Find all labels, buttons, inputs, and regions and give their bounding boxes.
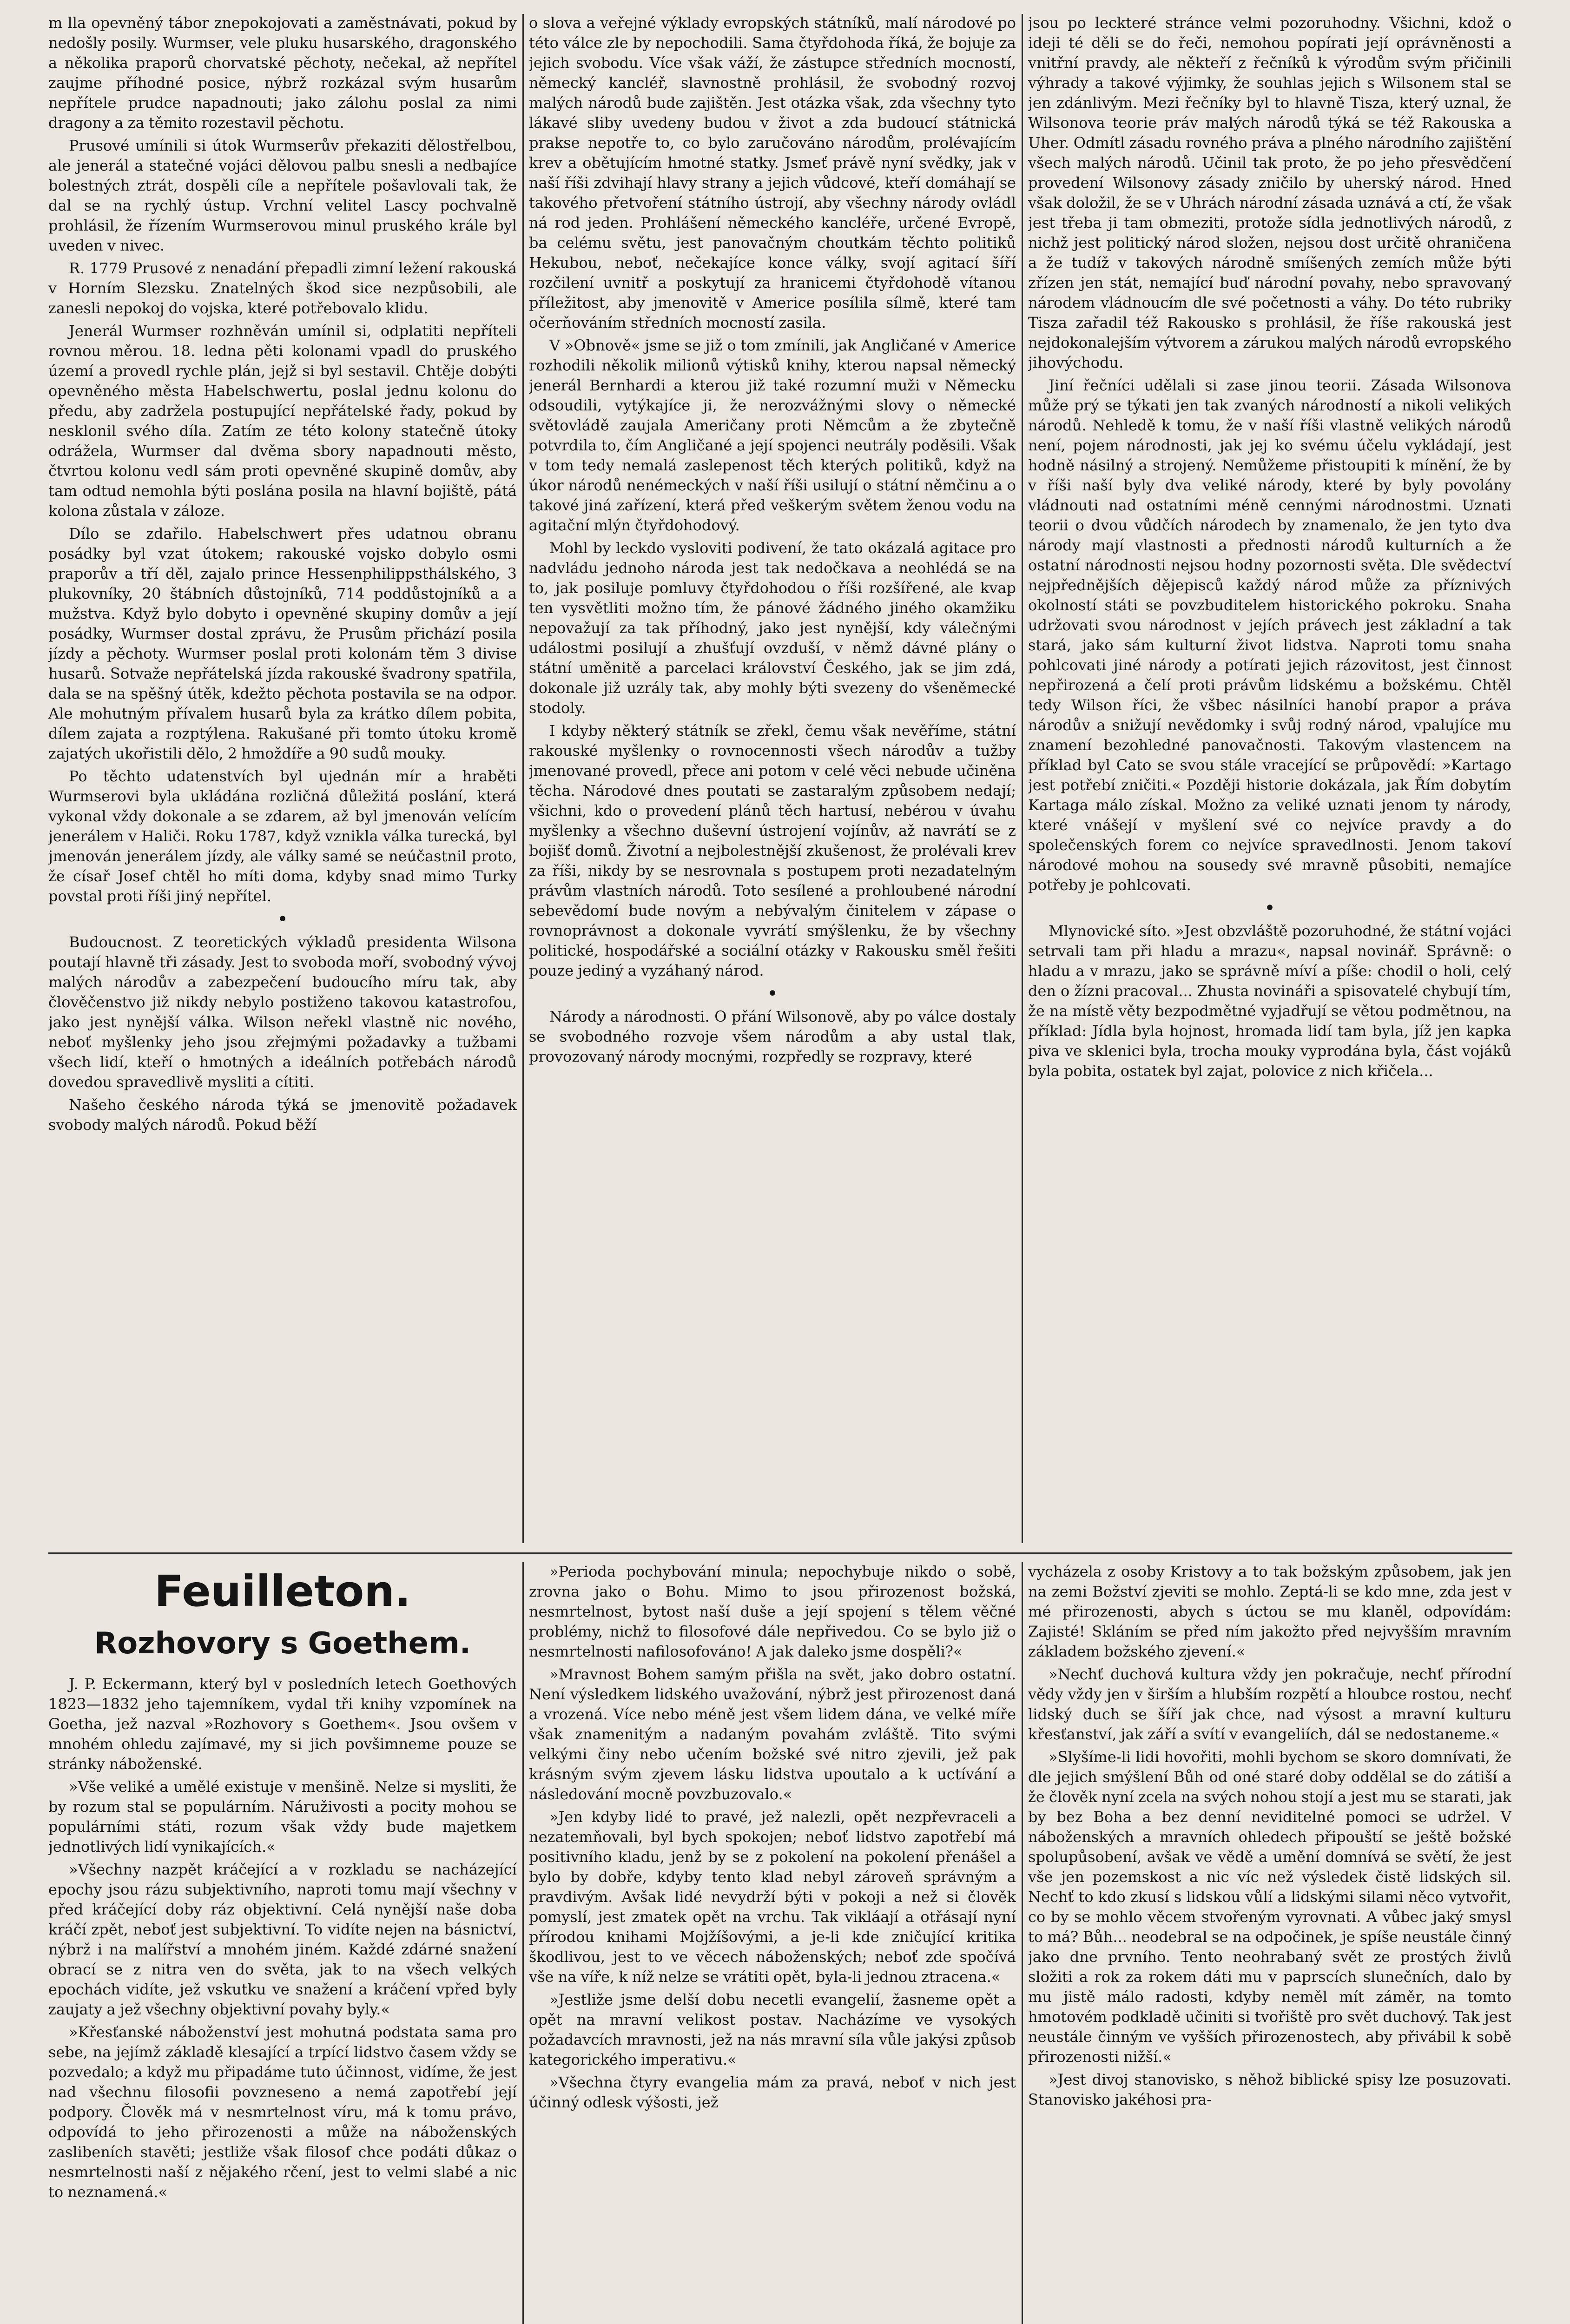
- column-divider: [522, 14, 524, 1543]
- paragraph: Jiní řečníci udělali si zase jinou teorii. Zásada Wilsonova může prý se týkati jen tak zvaných národností a nikoli velikých národů. Nehledě k tomu, že v naší říši vlastně velikých národů není, pojem národnosti, jak jej ko svému účelu vykládají, jest hodně násilný a strojený. Nemůžeme přistoupiti k mínění, že by v říši naší byly dva veliké národy, které by byly povolány vládnouti nad ostatními méně cennými národnostmi. Uznati teorii o dvou vůdčích národech by znamenalo, že jen tyto dva národy mají vlastnosti a přednosti národů kulturních a že ostatní národnosti nejsou hodny pozornosti světa. Dle svědectví nejpřednějších dějepisců každý národ může za příznivých okolností státi se povzbuditelem historického pokroku. Snaha udržovati svou národnost v jejích právech jest základní a tak stará, jako sám kulturní život lidstva. Naproti tomu snaha pohlcovati jiné národy a potírati jejich rázovitost, jest činnost nepřirozená a čelí proti právům lidskému a božskému. Chtěl tedy Wilson říci, že všbec násilníci hanobí prapor a práva národův a snižují nevědomky i svůj rodný národ, vpalujíce mu znamení bezohledné panovačnosti. Takovým vlastencem na příklad byl Cato se svou stále vracející se průpovědí: »Kartago jest potřebí zničiti.« Později historie dokázala, jak Řím dobytím Kartaga málo získal. Možno za veliké uznati jenom ty národy, které vnášejí v myšlení své co nejvíce pravdy a do společenských forem co nejvíce spravedlnosti. Jenom takoví národové mohou na sousedy své mravně působiti, nemajíce potřeby je pohlcovati.: [1028, 376, 1511, 894]
- paragraph: Po těchto udatenstvích byl ujednán mír a hraběti Wurmserovi byla ukládána rozličná důležitá poslání, která vykonal vždy dokonale a se zdarem, až byl jmenován velícím jenerálem v Haliči. Roku 1787, když vznikla válka turecká, byl jmenován jenerálem jízdy, ale války samé se neúčastnil proto, že císař Josef chtěl ho míti doma, kdyby snad mimo Turky povstal proti říši jiný nepřítel.: [48, 767, 517, 905]
- section-separator: •: [1264, 898, 1275, 919]
- upper-column-2: [529, 13, 1016, 1547]
- column-divider: [522, 1562, 524, 2324]
- paragraph: Prusové umínili si útok Wurmserův překaziti dělostřelbou, ale jenerál a statečné vojáci dělovou palbu snesli a nedbajíce bolestných ztrát, dospěli cíle a nepřítele pošavlovali tak, že dal se na rychlý ústup. Vrchní velitel Lascy pochvalně prohlásil, že řízením Wurmserovou minul pruského krále byl uveden v nivec.: [48, 137, 517, 254]
- paragraph: R. 1779 Prusové z nenadání přepadli zimní ležení rakouská v Horním Slezsku. Znatelných škod sice nezpůsobili, ale zanesli nepokoj do vojska, které potřebovalo klidu.: [48, 259, 517, 317]
- paragraph: »Perioda pochybování minula; nepochybuje nikdo o sobě, zrovna jako o Bohu. Mimo to jsou přirozenost božská, nesmrtelnost, bytost naší duše a její spojení s tělem věčné problémy, nichž to filosofové dále nepřivedou. Co se bylo již o nesmrtelnosti nafilosofováno! A jak daleko jsme dospěli?«: [529, 1563, 1016, 1660]
- column-divider: [1022, 14, 1023, 1543]
- paragraph: »Jestliže jsme delší dobu necetli evangelií, žasneme opět a opět na mravní velikost postav. Nacházíme ve vysokých požadavcích mravnosti, jež na nás mravní síla vůle jakýsi způsob kategorického imperativu.«: [529, 1991, 1016, 2068]
- paragraph: »Všechny nazpět kráčející a v rozkladu se nacházející epochy jsou rázu subjektivního, naproti tomu mají všechny v před kráčející doby ráz objektivní. Celá nynější naše doba kráčí zpět, neboť jest subjektivní. To vidíte nejen na básnictví, nýbrž i na malířství a mnohém jiném. Každé zdárné snažení obrací se z nitra ven do světa, jak to na všech velkých epochách vidíte, jež vskutku ve snažení a kráčení vpřed byly zaujaty a jež všechny objektivní povahy byly.«: [48, 1861, 517, 2018]
- paragraph: Dílo se zdařilo. Habelschwert přes udatnou obranu posádky byl vzat útokem; rakouské vojsko dobylo osmi praporův a tří děl, zajalo prince Hessenphilippsthálského, 3 plukovníky, 20 štábních důstojníků, 714 poddůstojníků a a mužstva. Když bylo dobyto i opevněné skupiny domův a její posádky, Wurmser dostal zprávu, že Prusům přichází posila jízdy a pěchoty. Wurmser poslal proti kolonám těm 3 divise husarů. Sotvaže nepřátelská jízda rakouské švadrony spatřila, dala se na spěšný útěk, kdežto pěchota postavila se na odpor. Ale mohutným přívalem husarů byla za krátko dílem pobita, dílem zajata a rozptýlena. Rakušané při tomto útoku kromě zajatých ukořistili dělo, 2 hmoždíře a 90 sudů mouky.: [48, 525, 517, 762]
- feuilleton-column-1: [48, 1562, 517, 2324]
- feuilleton-column-2: [529, 1562, 1016, 2324]
- paragraph: »Křesťanské náboženství jest mohutná podstata sama pro sebe, na jejímž základě klesající a trpící lidstvo časem vždy se pozvedalo; a když mu připadáme tuto účinnost, vidíme, že jest nad všechnu filosofii povzneseno a nemá zapotřebí její podpory. Člověk má v nesmrtelnost víru, má k tomu právo, odpovídá to jeho přirozenosti a může na náboženských zaslibeních stavěti; jestliže však filosof chce podáti důkaz o nesmrtelnosti naší z nějakého rčení, jest to velmi slabé a nic to neznamená.«: [48, 2023, 517, 2201]
- upper-column-1: [48, 13, 517, 1547]
- paragraph: »Mravnost Bohem samým přišla na svět, jako dobro ostatní. Není výsledkem lidského uvažování, nýbrž jest přirozenost daná a vrozená. Více nebo méně jest všem lidem dána, ve velké míře však znamenitým a nadaným povahám zvláště. Tito svými velkými činy nebo učením božské své nitro zjevili, jež pak krásným svým zjevem lásku lidstva upoutalo a k uctívání a následování mocně povzbuzovalo.«: [529, 1665, 1016, 1803]
- feuilleton-column-3: [1028, 1562, 1511, 2324]
- paragraph: Našeho českého národa týká se jmenovitě požadavek svobody malých národů. Pokud běží: [48, 1096, 517, 1134]
- paragraph: J. P. Eckermann, který byl v posledních letech Goethových 1823—1832 jeho tajemníkem, vydal tři knihy vzpomínek na Goetha, jež nazval »Rozhovory s Goethem«. Jsou ovšem v mnohém ohledu zajímavé, my si jich povšimneme pouze se stránky náboženské.: [48, 1675, 517, 1773]
- paragraph: »Všechna čtyry evangelia mám za pravá, neboť v nich jest účinný odlesk výšosti, jež: [529, 2073, 1016, 2111]
- paragraph-narody: Národy a národnosti. O přání Wilsonově, aby po válce dostaly se svobodného rozvoje všem národům a aby ustal tlak, provozovaný národy mocnými, rozpředly se rozpravy, které: [529, 1008, 1016, 1065]
- paragraph: vycházela z osoby Kristovy a to tak božským způsobem, jak jen na zemi Božství zjeviti se mohlo. Zeptá-li se kdo mne, zda jest v mé přirozenosti, abych s úctou se mu klaněl, odpovídám: Zajisté! Skláním se před ním jakožto před nejvyšším mravním základem božského zjevení.«: [1028, 1563, 1511, 1660]
- paragraph: »Nechť duchová kultura vždy jen pokračuje, nechť přírodní vědy vždy jen v širším a hlubším rozpětí a hloubce rostou, nechť lidský duch se šíří jak chce, nad výsost a mravní kulturu křesťanství, jak září a svítí v evangeliích, dál se nedostaneme.«: [1028, 1665, 1511, 1743]
- paragraph: V »Obnově« jsme se již o tom zmínili, jak Angličané v Americe rozhodili několik milionů výtisků knihy, kterou napsal německý jenerál Bernhardi a kterou již také rozumní muži v Německu odsoudili, vytýkajíce ji, že nerozvážnými slovy o německé světovládě zaujala Američany proti Němcům a že zbytečně potvrdila to, čím Angličané a její spojenci neutrály poděsili. Však v tom tedy nemalá zaslepenost těch kterých politiků, když na úkor národů nenémeckých v naší říši usilují o státní němčinu a o takové jiná zařízení, která před veškerým světem ženou vodu na agitační mlýn čtyřdohodový.: [529, 337, 1016, 534]
- column-divider: [1022, 1562, 1023, 2324]
- paragraph: Mohl by leckdo vysloviti podivení, že tato okázalá agitace pro nadvládu jednoho národa jest tak nedočkava a neohlédá se na to, jak posiluje pomluvy čtyřdohodou o říši rozšířené, ale kvap ten vysvětliti možno tím, že pánové žádného jiného okamžiku nepovažují za tak příhodný, jako jest nynější, kdy válečnými událostmi posilují a zhušťují ovzduší, v němž dávné plány o státní uměnitě a parcelaci království Českého, jak se jim zdá, dokonale již uzrály tak, aby mohly býti svezeny do všeněmecké stodoly.: [529, 539, 1016, 717]
- feuilleton-subtitle: Rozhovory s Goethem.: [94, 1626, 471, 1661]
- paragraph: I kdyby některý státník se zřekl, čemu však nevěříme, státní rakouské myšlenky o rovnocennosti všech národův a tužby jmenované provedl, přece ani potom v celé věci nebude učiněna těcha. Národové dnes poutati se zastaralým způsobem nedají; všichni, kdo o provedení plánů těch hartusí, nebérou v úvahu myšlenky a všechno duševní ústrojení vojínův, až navrátí se z bojišť domů. Životní a nejbolestnější zkušenost, že prolévali krev za říši, nikdy by se nesrovnala s postupem proti nezadatelným právům vlastních národů. Toto sesílené a prohloubené národní sebevědomí bude novým a nebývalým činitelem v zápase o rovnoprávnost a dokonale vyvrátí smýšlenku, že by všechny politické, hospodářské a sociální otázky v Rakousku směl řešiti pouze jediný a vyzáhaný národ.: [529, 722, 1016, 979]
- paragraph: m lla opevněný tábor znepokojovati a zaměstnávati, pokud by nedošly posily. Wurmser, vele pluku husarského, dragonského a několika praporů chorvatské pěchoty, nečekal, až nepřítel zaujme příhodné posice, nýbrž rozkázal svým husarům nepřítele prudce napadnouti; jako zálohu poslal za nimi dragony a za těmito rozestavil pěchotu.: [48, 14, 517, 132]
- paragraph: »Jen kdyby lidé to pravé, jež nalezli, opět nezpřevraceli a nezatemňovali, byl bych spokojen; neboť lidstvo zapotřebí má positivního kladu, jenž by se z pokolení na pokolení přenášel a bylo by dobře, kdyby tento klad nebyl zároveň správným a pravdivým. Avšak lidé nevydrží býti v pokoji a než si člověk pomyslí, jest zmatek opět na vrchu. Tak vikláají a otřásají nyní přírodou knihami Mojžíšovými, a je-li kde zničující kritika škodlivou, jest to ve věcech náboženských; neboť zde spočívá vše na víře, k níž nelze se vrátiti opět, byla-li jednou ztracena.«: [529, 1808, 1016, 1986]
- paragraph-mlynovicke-sito: Mlynovické síto. »Jest obzvláště pozoruhodné, že státní vojáci setrvali tam při hladu a mrazu«, napsal novinář. Správně: o hladu a v mrazu, jako se správně míví a píše: chodil o holi, celý den o žízni pracoval... Zhusta novináři a spisovatelé chybují tím, že na místě věty bezpodmětné vyjadřují se větou podmětnou, na příklad: Jídla byla hojnost, hromada lidí tam byla, jíž jen kapka piva ve sklenici byla, trocha mouky vyprodána byla, část vojáků byla pobita, ostatek byl zajat, polovice z nich křičela...: [1028, 922, 1511, 1080]
- paragraph-budoucnost: Budoucnost. Z teoretických výkladů presidenta Wilsona poutají hlavně tři zásady. Jest to svoboda moří, svobodný vývoj malých národův a zabezpečení budoucího míru tak, aby člověčenstvo již nikdy nebylo postiženo takovou katastrofou, jako jest nynější válka. Wilson neřekl vlastně nic nového, neboť myšlenky jeho jsou zřejmými požadavky a tužbami všech lidí, kteří o hmotných a ideálních potřebách národů dovedou spravedlivě mysliti a cítiti.: [48, 933, 517, 1091]
- section-separator: •: [767, 983, 778, 1004]
- paragraph: jsou po leckteré stránce velmi pozoruhodny. Všichni, kdož o ideji té děli se do řeči, nemohou popírati její oprávněnosti a vnitřní pravdy, ale někteří z řečníků k výrodům svým přičinili výhrady a takové výjimky, že souhlas jejich s Wilsonem stal se jen zdánlivým. Mezi řečníky byl to hlavně Tisza, který uznal, že Wilsonova teorie práv malých národů týká se též Rakouska a Uher. Odmítl zásadu rovného práva a plného národního zajištění všech malých národů. Učinil tak proto, že po jeho přesvědčení provedení Wilsonovy zásady zničilo by uherský národ. Hned však doložil, že se v Uhrách národní zásada uznává a ctí, že však jest třeba ji tam obmeziti, protože sídla jednotlivých národů, z nichž jest politický národ složen, nejsou dost určitě ohraničena a že tudíž v takových národně smíšených zemích může býti zřízen jen stát, nemající buď národní povahy, nebo spravovaný národem vládnoucím dle své početnosti a váhy. Do této rubriky Tisza zařadil též Rakousko s prohlásil, že říše rakouská jest nejdokonalejším výtvorem a zárukou malých národů evropského jihovýchodu.: [1028, 14, 1511, 371]
- paragraph: Jenerál Wurmser rozhněván umínil si, odplatiti nepříteli rovnou měrou. 18. ledna pěti kolonami vpadl do pruského území a provedl rychle plán, jejž si byl sestavil. Chtěje dobýti opevněného města Habelschwertu, poslal jednu kolonu do předu, aby zadržela postupující nepřátelské řady, pokud by nesklonil svého díla. Zatím ze této kolony statečně útoky odrážela, Wurmser dal dvěma sbory napadnouti město, čtvrtou kolonu vedl sám proti opevněné skupině domův, aby tam odtud nemohla býti poslána posila na hlavní bojiště, pátá kolona zůstala v záloze.: [48, 322, 517, 520]
- paragraph: »Vše veliké a umělé existuje v menšině. Nelze si mysliti, že by rozum stal se populárním. Náruživosti a pocity mohou se populárními státi, rozum však vždy bude majetkem jednotlivých lidí vynikajících.«: [48, 1778, 517, 1855]
- paragraph: o slova a veřejné výklady evropských státníků, malí národové po této válce zle by nepochodili. Sama čtyřdohoda říká, že bojuje za jejich svobodu. Více však váží, že zástupce středních mocností, německý kancléř, slavnostně prohlásil, že svobodný rozvoj malých národů bude zajištěn. Jest otázka však, zda všechny tyto lákavé sliby uvedeny budou v život a zda budoucí státnická prakse nepotře to, co bylo zaručováno národům, prolévajícím krev a obětujícím hmotné statky. Jsmeť právě nyní svědky, jak v naší říši zdvihají hlavy strany a jejich vůdcové, kteří domáhají se takového přetvoření státního ústrojí, aby všechny národy ovládl ná rod jeden. Prohlášení německého kancléře, určené Evropě, ba celému světu, jest panovačným choutkám těchto politiků Hekubou, neboť, nečekajíce konce války, svojí agitací šíří rozčilení uvnitř a poskytují za hranicemi čtyřdohodě vítanou příležitost, aby jmenovitě v Americe posílila sílmě, které tam očerňováním středních mocností zasila.: [529, 14, 1016, 331]
- feuilleton-title: Feuilleton.: [154, 1566, 411, 1616]
- paragraph: »Jest divoj stanovisko, s něhož biblické spisy lze posuzovati. Stanovisko jakéhosi pra-: [1028, 2071, 1511, 2108]
- section-separator: •: [277, 909, 288, 930]
- paragraph: »Slyšíme-li lidi hovořiti, mohli bychom se skoro domnívati, že dle jejich smýšlení Bůh od oné staré doby oddělal se do zátiší a že člověk nyní zcela na svých nohou stojí a jest mu se starati, jak by bez Boha a bez denní neviditelné pomoci se udržel. V náboženských a mravních ohledech připouští se ještě božské spolupůsobení, avšak ve vědě a umění domnívá se světí, že jest vše jen pozemskost a nic víc než výsledek čistě lidských sil. Nechť to kdo zkusí s lidskou vůlí a lidskými silami něco vytvořit, co by se mohlo věcem stvořeným vyrovnati. A vůbec jaký smysl to má? Bůh... neodebral se na odpočinek, je spíše neustále činný jako dne prvního. Tento neohrabaný svět ze prostých živlů složiti a rok za rokem dáti mu v paprscích slunečních, dalo by mu jistě málo radosti, kdyby neměl mít záměr, na tomto hmotovém podkladě učiniti si tvořiště pro svět duchový. Tak jest neustále činným ve vyšších přirozenostech, aby přivábil k sobě přirozenosti nižší.«: [1028, 1748, 1511, 2066]
- upper-column-3: [1028, 13, 1511, 1547]
- feuilleton-divider: [48, 1552, 1512, 1554]
